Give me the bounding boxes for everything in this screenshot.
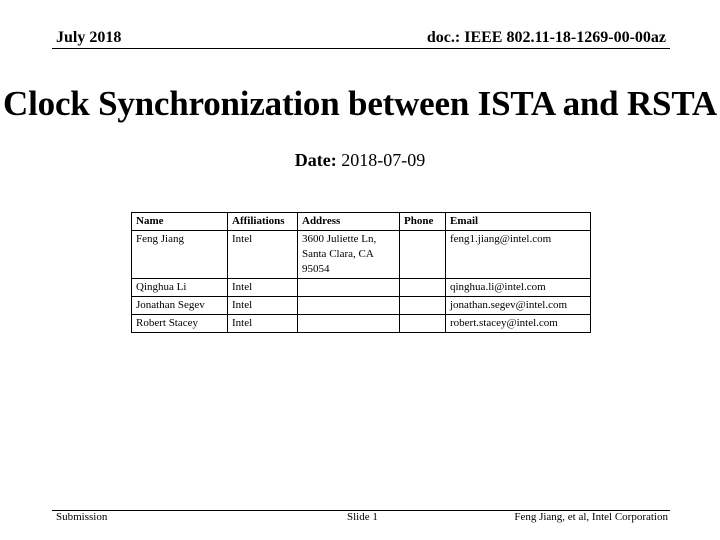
cell-name: Qinghua Li: [132, 279, 228, 297]
footer-slide-number: Slide 1: [347, 511, 378, 523]
cell-phone: [400, 279, 446, 297]
footer-submission: Submission: [56, 511, 108, 523]
cell-name: Robert Stacey: [132, 315, 228, 333]
date-label: Date:: [294, 150, 337, 170]
cell-email: feng1.jiang@intel.com: [446, 231, 591, 279]
cell-name: Jonathan Segev: [132, 297, 228, 315]
col-header-name: Name: [132, 213, 228, 231]
cell-affiliation: Intel: [228, 297, 298, 315]
col-header-phone: Phone: [400, 213, 446, 231]
col-header-affiliations: Affiliations: [228, 213, 298, 231]
cell-address: [298, 297, 400, 315]
authors-table: [131, 212, 591, 333]
date-value: 2018-07-09: [341, 150, 426, 170]
cell-address: [298, 279, 400, 297]
header-doc-id: doc.: IEEE 802.11-18-1269-00-00az: [426, 29, 666, 46]
col-header-address: Address: [298, 213, 400, 231]
table-row: [132, 279, 591, 297]
cell-phone: [400, 297, 446, 315]
table-row: [132, 315, 591, 333]
table-row: [132, 297, 591, 315]
cell-email: qinghua.li@intel.com: [446, 279, 591, 297]
cell-affiliation: Intel: [228, 315, 298, 333]
slide-date: [0, 150, 720, 171]
address-text: 3600 Juliette Ln, Santa Clara, CA 95054: [302, 233, 377, 275]
cell-phone: [400, 315, 446, 333]
cell-email: jonathan.segev@intel.com: [446, 297, 591, 315]
header-date: July 2018: [56, 29, 122, 46]
cell-affiliation: Intel: [228, 231, 298, 279]
cell-address: [298, 315, 400, 333]
header-divider: [52, 48, 670, 49]
cell-email: robert.stacey@intel.com: [446, 315, 591, 333]
cell-affiliation: Intel: [228, 279, 298, 297]
slide-title: Clock Synchronization between ISTA and RSTA: [3, 84, 717, 123]
cell-address: [298, 231, 400, 279]
footer-author: Feng Jiang, et al, Intel Corporation: [514, 511, 668, 523]
table-header-row: [132, 213, 591, 231]
cell-phone: [400, 231, 446, 279]
cell-name: Feng Jiang: [132, 231, 228, 279]
col-header-email: Email: [446, 213, 591, 231]
table-row: [132, 231, 591, 279]
